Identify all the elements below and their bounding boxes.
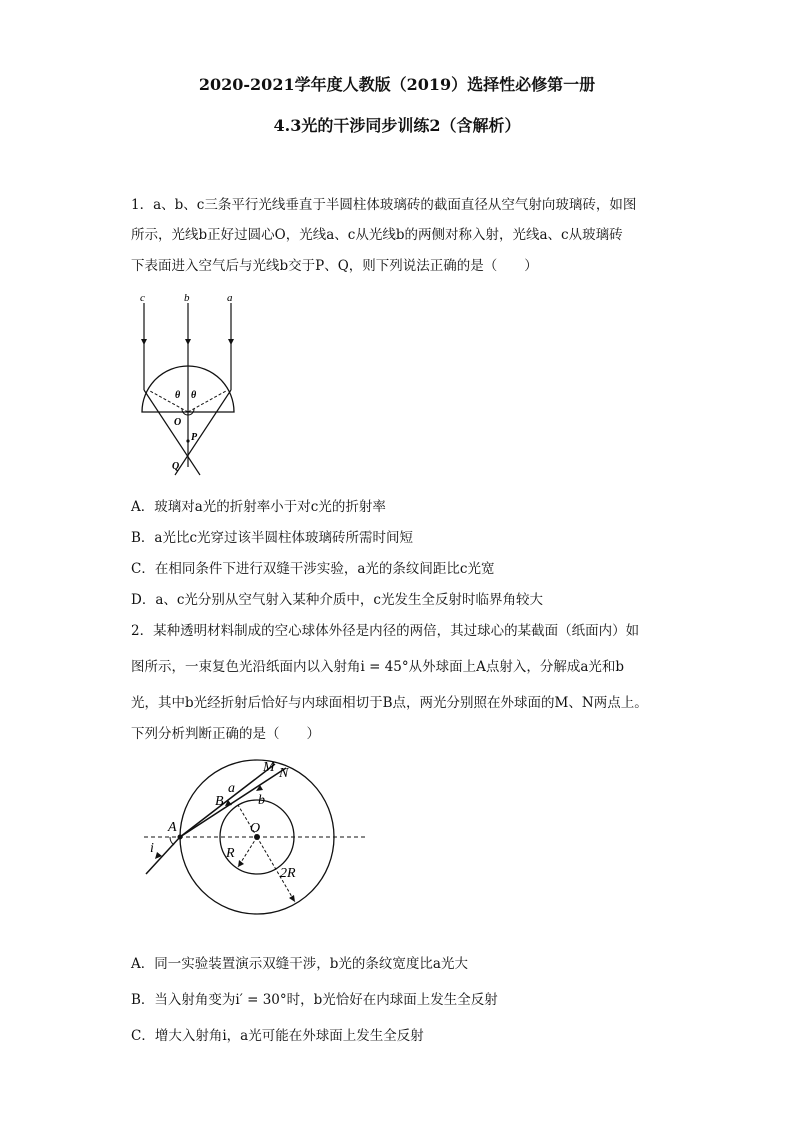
q2-label-R: R: [226, 846, 235, 861]
q1-text-line-2: 所示，光线b正好过圆心O，光线a、c从光线b的两侧对称入射，光线a、c从玻璃砖: [131, 227, 623, 243]
q2-text-line-2: 图所示，一束复色光沿纸面内以入射角i = 45°从外球面上A点射入，分解成a光和b: [131, 659, 625, 675]
q2-label-N: N: [279, 766, 289, 781]
q2-text-line-4: 下列分析判断正确的是（ ）: [131, 726, 320, 742]
q2-option-b: B．当入射角变为i′ = 30°时，b光恰好在内球面上发生全反射: [131, 992, 498, 1008]
q1-label-O: O: [174, 417, 182, 428]
title-line-1: 2020-2021学年度人教版（2019）选择性必修第一册: [198, 75, 596, 94]
q2-label-i: i: [150, 841, 154, 856]
q1-semicircle-figure: [130, 285, 250, 480]
q2-label-A: A: [168, 820, 177, 835]
q1-label-P: P: [191, 432, 198, 443]
q1-option-d: D．a、c光分别从空气射入某种介质中，c光发生全反射时临界角较大: [131, 592, 543, 608]
q2-label-a: a: [228, 781, 235, 796]
q1-label-b: b: [184, 292, 190, 304]
q2-option-c: C．增大入射角i，a光可能在外球面上发生全反射: [131, 1028, 424, 1044]
q2-option-a: A．同一实验装置演示双缝干涉，b光的条纹宽度比a光大: [131, 956, 468, 972]
q1-label-Q: Q: [172, 461, 180, 472]
q1-label-a: a: [227, 292, 233, 304]
q2-text-line-1: 2．某种透明材料制成的空心球体外径是内径的两倍，其过球心的某截面（纸面内）如: [131, 623, 640, 639]
q1-option-c: C．在相同条件下进行双缝干涉实验，a光的条纹间距比c光宽: [131, 561, 495, 577]
q1-text-line-3: 下表面进入空气后与光线b交于P、Q，则下列说法正确的是（ ）: [131, 258, 538, 274]
title-line-2: 4.3光的干涉同步训练2（含解析）: [273, 116, 521, 135]
q1-option-a: A．玻璃对a光的折射率小于对c光的折射率: [131, 499, 386, 515]
q2-label-b: b: [258, 793, 265, 808]
q1-label-theta-right: θ: [191, 390, 197, 401]
q2-label-2R: 2R: [280, 866, 296, 881]
q2-label-M: M: [263, 760, 275, 775]
q2-label-O: O: [250, 821, 261, 836]
q1-label-theta-left: θ: [175, 390, 181, 401]
q2-text-line-3: 光，其中b光经折射后恰好与内球面相切于B点，两光分别照在外球面的M、N两点上。: [131, 695, 648, 711]
q1-text-line-1: 1．a、b、c三条平行光线垂直于半圆柱体玻璃砖的截面直径从空气射向玻璃砖，如图: [131, 197, 637, 213]
q2-label-B: B: [215, 794, 224, 809]
q1-option-b: B．a光比c光穿过该半圆柱体玻璃砖所需时间短: [131, 530, 414, 546]
q2-hollow-sphere-figure: [140, 755, 370, 925]
q1-label-c: c: [140, 292, 145, 304]
